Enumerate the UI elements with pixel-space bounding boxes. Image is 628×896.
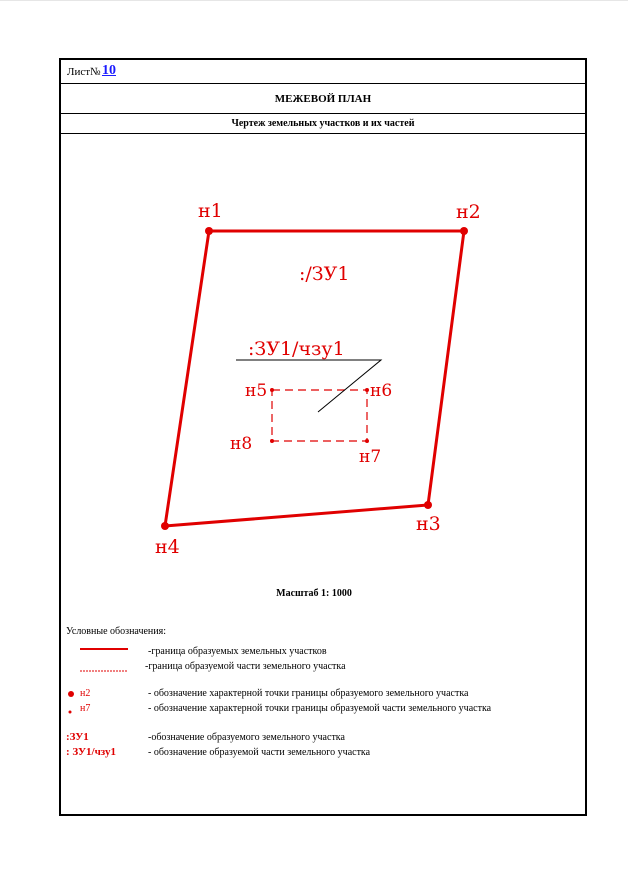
- legend-mark-zu1-chzu1: : ЗУ1/чзу1: [66, 746, 116, 758]
- vertex-n7-label: н7: [359, 447, 382, 467]
- legend-solid-line-sample: [80, 646, 130, 652]
- vertex-n2-label: н2: [456, 201, 481, 223]
- vertex-n1-marker: [205, 227, 213, 235]
- vertex-n5-marker: [270, 388, 274, 392]
- vertex-n3-label: н3: [416, 513, 441, 535]
- vertex-n3-marker: [424, 501, 432, 509]
- part-boundary: [272, 390, 367, 441]
- vertex-n4-label: н4: [155, 536, 180, 558]
- legend-title: Условные обозначения:: [66, 626, 167, 637]
- legend-big-point-icon: [66, 689, 76, 699]
- vertex-n5-label: н5: [245, 381, 268, 401]
- vertex-n1-label: н1: [198, 200, 223, 222]
- vertex-n8-marker: [270, 439, 274, 443]
- legend-small-point-icon: [67, 709, 73, 715]
- scale-label: Масштаб 1: 1000: [276, 588, 352, 599]
- document-title: МЕЖЕВОЙ ПЛАН: [61, 84, 585, 114]
- legend-item-parcel-designation: -обозначение образуемого земельного участка: [148, 732, 345, 743]
- legend-item-parcel-point: - обозначение характерной точки границы образуемого земельного участка: [148, 688, 469, 699]
- legend-item-part-point: - обозначение характерной точки границы образуемой части земельного участка: [148, 703, 492, 714]
- document-subtitle: Чертеж земельных участков и их частей: [61, 114, 585, 134]
- part-label: :ЗУ1/чзу1: [248, 338, 345, 360]
- legend-item-part-designation: - обозначение образуемой части земельного участка: [148, 747, 371, 758]
- parcel-label: :/ЗУ1: [299, 263, 350, 285]
- legend-item-parcel-boundary: -граница образуемых земельных участков: [148, 646, 327, 657]
- legend-item-part-boundary: -граница образуемой части земельного участка: [145, 661, 346, 672]
- sheet-number-label: Лист№: [67, 66, 101, 78]
- vertex-n8-label: н8: [230, 434, 253, 454]
- vertex-n6-marker: [365, 388, 369, 392]
- vertex-n2-marker: [460, 227, 468, 235]
- vertex-n4-marker: [161, 522, 169, 530]
- legend-mark-n2: н2: [80, 688, 91, 699]
- legend-mark-zu1: :ЗУ1: [66, 731, 89, 743]
- legend-mark-n7: н7: [80, 703, 91, 714]
- vertex-n6-label: н6: [370, 381, 393, 401]
- vertex-n7-marker: [365, 439, 369, 443]
- legend-dashed-line-sample: [80, 668, 130, 674]
- sheet-number-link[interactable]: 10: [102, 63, 116, 78]
